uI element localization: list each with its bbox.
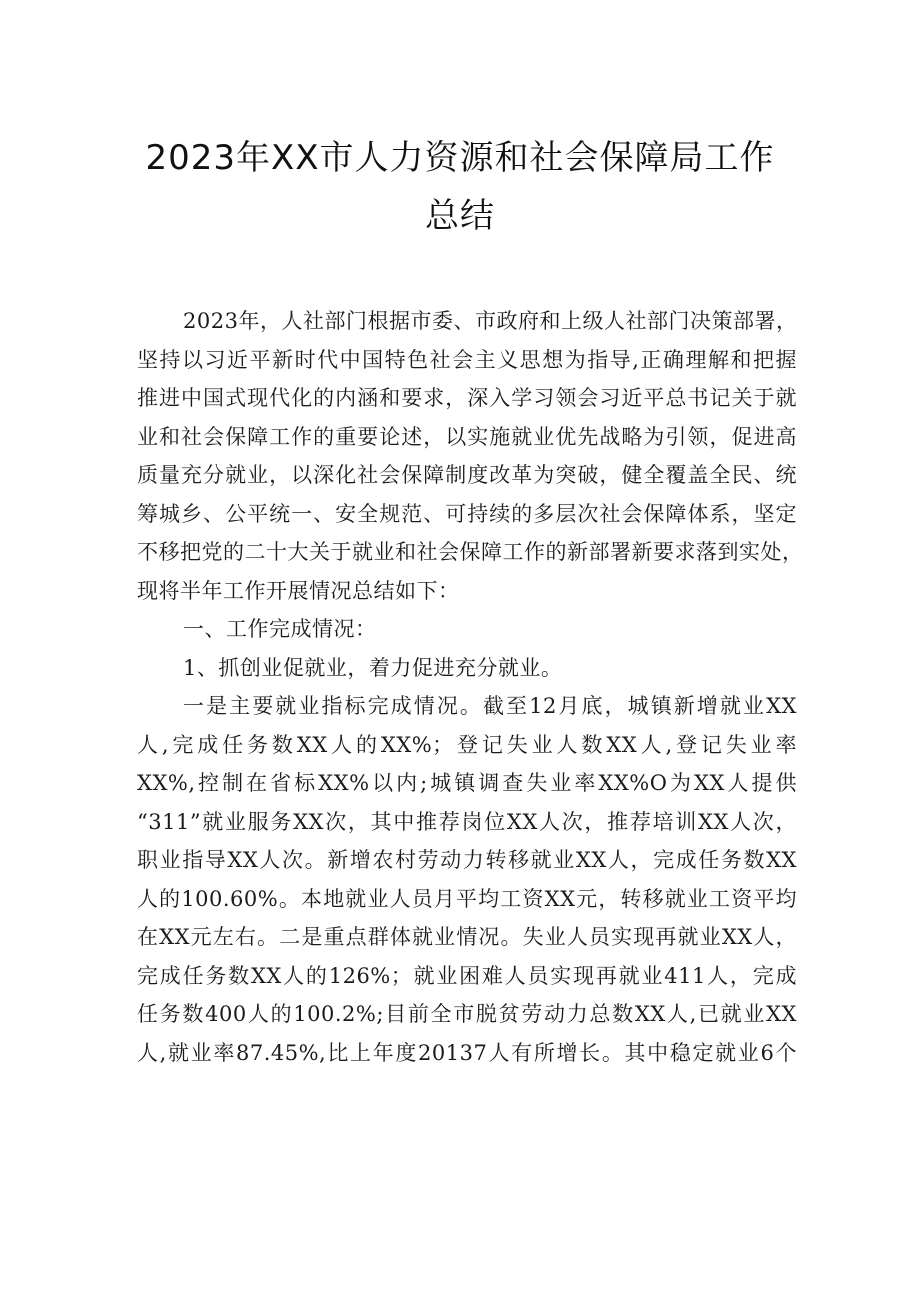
paragraph-line: 一是主要就业指标完成情况。截至12月底，城镇新增就业XX: [183, 694, 797, 718]
paragraph-line: 不移把党的二十大关于就业和社会保障工作的新部署新要求落到实处，: [137, 540, 804, 564]
paragraph-line: 坚持以习近平新时代中国特色社会主义思想为指导,正确理解和把握: [137, 347, 797, 372]
paragraph-line: “311”就业服务XX次，其中推荐岗位XX人次，推荐培训XX人次，: [137, 809, 797, 834]
paragraph-line: 职业指导XX人次。新增农村劳动力转移就业XX人，完成任务数XX: [137, 848, 797, 872]
section-heading: 一、工作完成情况：: [183, 617, 377, 641]
paragraph-line: 人的100.60%。本地就业人员月平均工资XX元，转移就业工资平均: [137, 886, 797, 911]
paragraph-line: XX%,控制在省标XX%以内;城镇调查失业率XX%O为XX人提供: [137, 771, 797, 795]
subsection-heading: 1、抓创业促就业，着力促进充分就业。: [183, 655, 563, 680]
paragraph-line: 筹城乡、公平统一、安全规范、可持续的多层次社会保障体系，坚定: [137, 501, 797, 526]
paragraph-line: 人,完成任务数XX人的XX%；登记失业人数XX人,登记失业率: [137, 732, 797, 757]
paragraph-line: 质量充分就业，以深化社会保障制度改革为突破，健全覆盖全民、统: [137, 463, 797, 487]
paragraph-line: 现将半年工作开展情况总结如下：: [137, 578, 460, 603]
paragraph-line: 推进中国式现代化的内涵和要求，深入学习领会习近平总书记关于就: [137, 386, 797, 410]
paragraph-line: 2023年，人社部门根据市委、市政府和上级人社部门决策部署，: [183, 309, 798, 333]
paragraph-line: 业和社会保障工作的重要论述，以实施就业优先战略为引领，促进高: [137, 424, 797, 449]
document-title-line-1: 2023年XX市人力资源和社会保障局工作: [145, 138, 775, 178]
paragraph-line: 在XX元左右。二是重点群体就业情况。失业人员实现再就业XX人，: [137, 925, 797, 949]
paragraph-line: 任务数400人的100.2%;目前全市脱贫劳动力总数XX人,已就业XX: [137, 1002, 797, 1026]
document-title-line-2: 总结: [425, 196, 495, 236]
paragraph-line: 完成任务数XX人的126%；就业困难人员实现再就业411人，完成: [137, 963, 797, 988]
paragraph-line: 人,就业率87.45%,比上年度20137人有所增长。其中稳定就业6个: [137, 1040, 797, 1065]
document-body: [137, 302, 804, 1072]
